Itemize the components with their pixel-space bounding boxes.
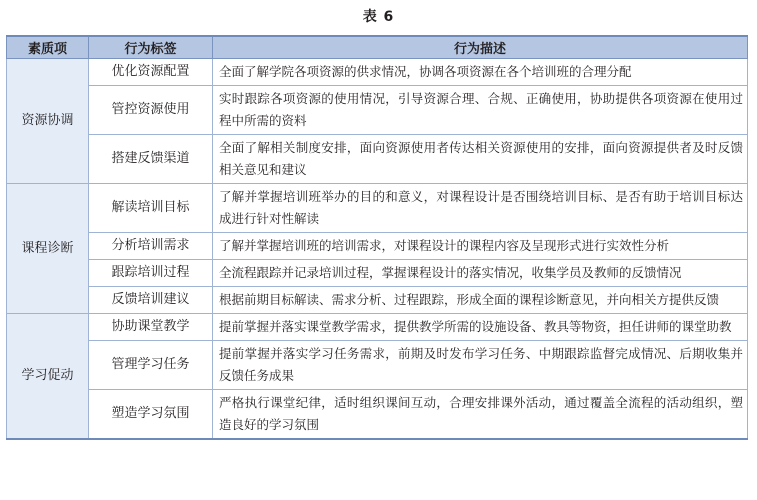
behavior-tag-cell: 搭建反馈渠道 bbox=[89, 135, 213, 184]
table-row bbox=[7, 287, 748, 314]
table-row bbox=[7, 233, 748, 260]
behavior-desc-cell: 全面了解相关制度安排，面向资源使用者传达相关资源使用的安排，面向资源提供者及时反馈相关意见和建议 bbox=[213, 135, 748, 184]
behavior-desc-cell: 了解并掌握培训班举办的目的和意义，对课程设计是否围绕培训目标、是否有助于培训目标达成进行针对性解读 bbox=[213, 184, 748, 233]
table-row bbox=[7, 86, 748, 135]
behavior-desc-cell: 提前掌握并落实课堂教学需求，提供教学所需的设施设备、教具等物资，担任讲师的课堂助教 bbox=[213, 314, 748, 341]
behavior-tag-cell: 反馈培训建议 bbox=[89, 287, 213, 314]
table-row bbox=[7, 59, 748, 86]
table-row bbox=[7, 341, 748, 390]
header-competency: 素质项 bbox=[7, 36, 89, 59]
header-behavior-desc: 行为描述 bbox=[213, 36, 748, 59]
table-row bbox=[7, 184, 748, 233]
category-cell: 学习促动 bbox=[7, 314, 89, 440]
behavior-tag-cell: 分析培训需求 bbox=[89, 233, 213, 260]
category-cell: 课程诊断 bbox=[7, 184, 89, 314]
header-row bbox=[7, 36, 748, 59]
behavior-tag-cell: 跟踪培训过程 bbox=[89, 260, 213, 287]
behavior-desc-cell: 严格执行课堂纪律，适时组织课间互动，合理安排课外活动，通过覆盖全流程的活动组织，塑造良好的学习氛围 bbox=[213, 390, 748, 440]
behavior-tag-cell: 优化资源配置 bbox=[89, 59, 213, 86]
behavior-desc-cell: 提前掌握并落实学习任务需求，前期及时发布学习任务、中期跟踪监督完成情况、后期收集并反馈任务成果 bbox=[213, 341, 748, 390]
behavior-tag-cell: 管控资源使用 bbox=[89, 86, 213, 135]
behavior-desc-cell: 根据前期目标解读、需求分析、过程跟踪，形成全面的课程诊断意见，并向相关方提供反馈 bbox=[213, 287, 748, 314]
behavior-desc-cell: 了解并掌握培训班的培训需求，对课程设计的课程内容及呈现形式进行实效性分析 bbox=[213, 233, 748, 260]
table-row bbox=[7, 390, 748, 440]
category-cell: 资源协调 bbox=[7, 59, 89, 184]
behavior-tag-cell: 管理学习任务 bbox=[89, 341, 213, 390]
behavior-tag-cell: 塑造学习氛围 bbox=[89, 390, 213, 440]
header-behavior-tag: 行为标签 bbox=[89, 36, 213, 59]
behavior-desc-cell: 实时跟踪各项资源的使用情况，引导资源合理、合规、正确使用，协助提供各项资源在使用过程中所需的资料 bbox=[213, 86, 748, 135]
table-title: 表 6 bbox=[362, 9, 395, 25]
behavior-desc-cell: 全面了解学院各项资源的供求情况，协调各项资源在各个培训班的合理分配 bbox=[213, 59, 748, 86]
behavior-tag-cell: 解读培训目标 bbox=[89, 184, 213, 233]
table-row bbox=[7, 314, 748, 341]
behavior-table bbox=[6, 35, 748, 440]
table-row bbox=[7, 135, 748, 184]
table-row bbox=[7, 260, 748, 287]
behavior-desc-cell: 全流程跟踪并记录培训过程，掌握课程设计的落实情况，收集学员及教师的反馈情况 bbox=[213, 260, 748, 287]
behavior-tag-cell: 协助课堂教学 bbox=[89, 314, 213, 341]
